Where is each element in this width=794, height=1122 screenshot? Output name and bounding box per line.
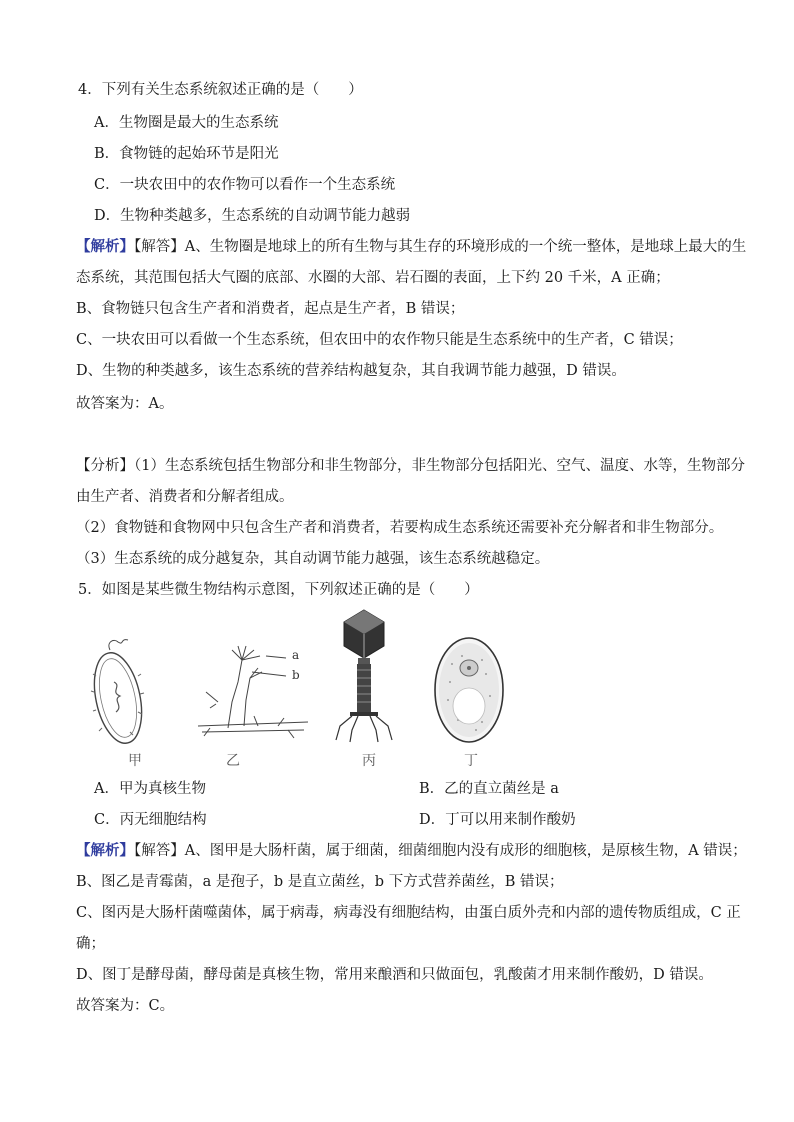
microorganism-figures	[80, 608, 520, 768]
q5-answer-text-1: A、图甲是大肠杆菌，属于细菌，细菌细胞内没有成形的细胞核，是原核生物，A 错误；	[184, 843, 747, 859]
jieda-tag: 【解答】	[134, 239, 185, 255]
jiexi-tag: 【解析】	[76, 238, 134, 255]
jieda-tag: 【解答】	[134, 843, 185, 859]
q5-option-d: D．丁可以用来制作酸奶	[419, 812, 576, 828]
q4-option-a: A．生物圈是最大的生态系统	[94, 115, 279, 131]
q5-option-c: C．丙无细胞结构	[94, 812, 207, 828]
q4-answer-line-2: 态系统，其范围包括大气圈的底部、水圈的大部、岩石圈的表面，上下约 20 千米，A 正确；	[76, 270, 670, 286]
label-a: a	[292, 648, 300, 662]
caption-bing: 丙	[362, 753, 376, 769]
q4-answer-line-3: B、食物链只包含生产者和消费者，起点是生产者，B 错误；	[76, 301, 465, 317]
q4-option-b: B．食物链的起始环节是阳光	[94, 146, 279, 162]
label-b: b	[292, 668, 300, 682]
q4-fenxi-line-3: （2）食物链和食物网中只包含生产者和消费者，若要构成生态系统还需要补充分解者和非生物部分。	[76, 520, 724, 536]
q5-answer-final: 故答案为：C。	[76, 998, 175, 1014]
yeast-figure	[432, 634, 506, 746]
q4-fenxi-line-1	[76, 456, 745, 476]
question-5-stem: 5．如图是某些微生物结构示意图，下列叙述正确的是（ ）	[78, 582, 479, 598]
q4-answer-line-1	[76, 237, 746, 257]
q5-answer-line-2: B、图乙是青霉菌，a 是孢子，b 是直立菌丝，b 下方式营养菌丝，B 错误；	[76, 874, 564, 890]
question-4-stem: 4．下列有关生态系统叙述正确的是（ ）	[78, 82, 363, 98]
q5-answer-line-1	[76, 841, 747, 861]
q5-answer-line-5: D、图丁是酵母菌，酵母菌是真核生物，常用来酿酒和只做面包，乳酸菌才用来制作酸奶，D 错误。	[76, 967, 713, 983]
q4-answer-final: 故答案为：A。	[76, 396, 174, 412]
bacterium-figure	[88, 636, 148, 748]
caption-yi: 乙	[226, 753, 240, 769]
q5-option-b: B．乙的直立菌丝是 a	[419, 781, 559, 797]
q4-option-d: D．生物种类越多，生态系统的自动调节能力越弱	[94, 208, 411, 224]
caption-jia: 甲	[128, 753, 142, 769]
q4-fenxi-text-1: （1）生态系统包括生物部分和非生物部分，非生物部分包括阳光、空气、温度、水等，生物部分	[134, 458, 745, 474]
q5-answer-line-4: 确；	[76, 936, 105, 952]
q4-answer-line-4: C、一块农田可以看做一个生态系统，但农田中的农作物只能是生态系统中的生产者，C 错误；	[76, 332, 683, 348]
caption-ding: 丁	[464, 753, 478, 769]
q4-answer-text-1: A、生物圈是地球上的所有生物与其生存的环境形成的一个统一整体，是地球上最大的生	[184, 239, 747, 255]
q4-fenxi-line-2: 由生产者、消费者和分解者组成。	[76, 489, 294, 505]
fenxi-tag: 【分析】	[76, 458, 134, 474]
q4-answer-line-5: D、生物的种类越多，该生态系统的营养结构越复杂，其自我调节能力越强，D 错误。	[76, 363, 626, 379]
bacteriophage-figure	[334, 608, 394, 748]
q4-option-c: C．一块农田中的农作物可以看作一个生态系统	[94, 177, 396, 193]
q4-fenxi-line-4: （3）生态系统的成分越复杂，其自动调节能力越强，该生态系统越稳定。	[76, 551, 550, 567]
jiexi-tag: 【解析】	[76, 842, 134, 859]
q5-option-a: A．甲为真核生物	[94, 781, 206, 797]
q5-answer-line-3: C、图丙是大肠杆菌噬菌体，属于病毒，病毒没有细胞结构，由蛋白质外壳和内部的遗传物质组成，C 正	[76, 905, 741, 921]
